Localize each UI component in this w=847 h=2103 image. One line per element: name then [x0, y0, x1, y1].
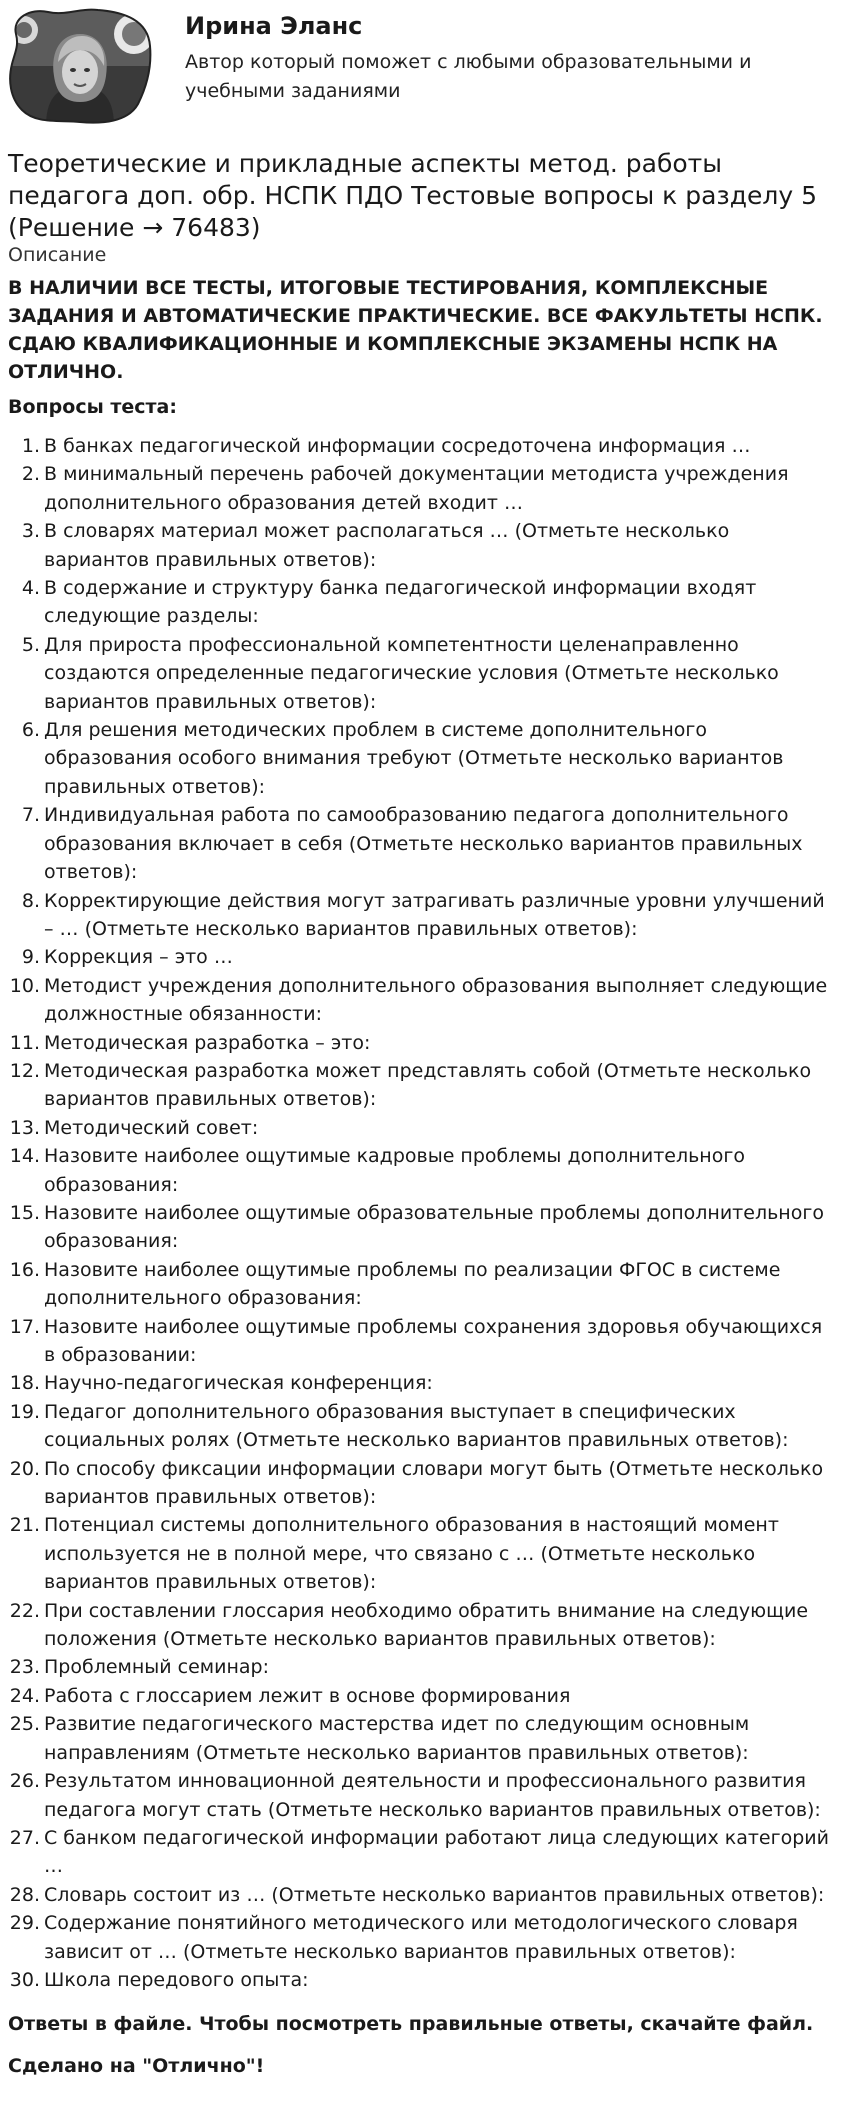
question-number: 24. [9, 1684, 40, 1707]
question-item [0, 1767, 847, 1824]
question-text: При составлении глоссария необходимо обратить внимание на следующие положения (Отметьте несколько вариантов правильных ответов): [44, 1599, 809, 1651]
question-text: Педагог дополнительного образования выступает в специфических социальных ролях (Отметьте несколько вариантов правильных ответов): [44, 1400, 789, 1452]
question-number: 20. [9, 1457, 40, 1480]
question-item [0, 1653, 847, 1681]
question-number: 30. [9, 1968, 40, 1991]
question-text: Работа с глоссарием лежит в основе формирования [44, 1684, 571, 1707]
question-number: 13. [9, 1116, 40, 1139]
question-item [0, 1199, 847, 1256]
question-text: Методический совет: [44, 1116, 259, 1139]
question-item [0, 1597, 847, 1654]
question-number: 4. [21, 577, 40, 600]
answers-note: Ответы в файле. Чтобы посмотреть правильные ответы, скачайте файл. [8, 2013, 814, 2035]
question-item [0, 1256, 847, 1313]
question-text: Результатом инновационной деятельности и профессионального развития педагога могут стать (Отметьте несколько вариантов правильных ответов): [44, 1770, 821, 1821]
question-text: В минимальный перечень рабочей документации методиста учреждения дополнительного образования детей входит … [44, 463, 789, 514]
question-text: Назовите наиболее ощутимые образовательные проблемы дополнительного образования: [44, 1201, 824, 1253]
question-item [0, 1682, 847, 1710]
question-text: Назовите наиболее ощутимые проблемы по реализации ФГОС в системе дополнительного образования: [44, 1258, 781, 1310]
question-item [0, 631, 847, 716]
question-number: 12. [9, 1059, 40, 1082]
question-text: Школа передового опыта: [44, 1968, 309, 1991]
question-item [0, 574, 847, 631]
question-text: Корректирующие действия могут затрагивать различные уровни улучшений – … (Отметьте несколько вариантов правильных ответов): [44, 889, 825, 940]
description-text: В НАЛИЧИИ ВСЕ ТЕСТЫ, ИТОГОВЫЕ ТЕСТИРОВАНИЯ, КОМПЛЕКСНЫЕ ЗАДАНИЯ И АВТОМАТИЧЕСКИЕ ПРАКТИЧЕСКИЕ. ВСЕ ФАКУЛЬТЕТЫ НСПК. СДАЮ КВАЛИФИКАЦИОННЫЕ И КОМПЛЕКСНЫЕ ЭКЗАМЕНЫ НСПК НА ОТЛИЧНО. [8, 277, 823, 383]
question-number: 21. [9, 1514, 40, 1537]
question-item [0, 1455, 847, 1512]
question-number: 7. [21, 804, 40, 827]
question-item [0, 432, 847, 460]
question-number: 16. [9, 1258, 40, 1281]
question-text: В словарях материал может располагаться … (Отметьте несколько вариантов правильных ответов): [44, 520, 730, 571]
question-number: 23. [9, 1656, 40, 1679]
question-number: 11. [9, 1031, 40, 1054]
question-number: 26. [9, 1770, 40, 1793]
question-number: 22. [9, 1599, 40, 1622]
question-text: Назовите наиболее ощутимые проблемы сохранения здоровья обучающихся в образовании: [44, 1315, 823, 1366]
question-number: 3. [21, 520, 40, 543]
question-text: В банках педагогической информации сосредоточена информация … [44, 435, 751, 457]
question-item [0, 972, 847, 1029]
page-title: Теоретические и прикладные аспекты метод. работы педагога доп. обр. НСПК ПДО Тестовые вопросы к разделу 5 (Решение → 76483) [8, 149, 818, 242]
done-note: Сделано на "Отлично"! [8, 2055, 265, 2077]
question-text: Методическая разработка может представлять собой (Отметьте несколько вариантов правильных ответов): [44, 1059, 812, 1111]
question-item [0, 887, 847, 944]
question-text: С банком педагогической информации работают лица следующих категорий … [44, 1826, 829, 1878]
question-text: Коррекция – это … [44, 946, 233, 969]
question-text: Для решения методических проблем в системе дополнительного образования особого внимания требуют (Отметьте несколько вариантов правильных ответов): [44, 719, 784, 798]
question-item [0, 517, 847, 574]
question-number: 18. [9, 1372, 40, 1395]
question-item [0, 1313, 847, 1370]
question-text: Содержание понятийного методического или методологического словаря зависит от … (Отметьте несколько вариантов правильных ответов): [44, 1912, 798, 1963]
question-item [0, 1029, 847, 1057]
question-number: 2. [21, 463, 40, 486]
question-text: Потенциал системы дополнительного образования в настоящий момент используется не в полной мере, что связано с … (Отметьте несколько вариантов правильных ответов): [44, 1514, 779, 1594]
questions-list [0, 432, 847, 1994]
question-text: Индивидуальная работа по самообразованию педагога дополнительного образования включает в себя (Отметьте несколько вариантов правильных ответов): [44, 804, 803, 884]
author-description: Автор который поможет с любыми образовательными и учебными заданиями [185, 51, 752, 102]
question-number: 27. [9, 1826, 40, 1849]
question-number: 14. [9, 1145, 40, 1168]
question-text: Для прироста профессиональной компетентности целенаправленно создаются определенные педагогические условия (Отметьте несколько вариантов правильных ответов): [44, 633, 779, 713]
question-text: В содержание и структуру банка педагогической информации входят следующие разделы: [44, 577, 757, 628]
question-text: Развитие педагогического мастерства идет по следующим основным направлениям (Отметьте несколько вариантов правильных ответов): [44, 1713, 750, 1764]
question-number: 8. [21, 889, 40, 912]
question-item [0, 943, 847, 971]
question-text: Проблемный семинар: [44, 1656, 270, 1679]
question-item [0, 1369, 847, 1397]
author-avatar[interactable] [6, 6, 154, 126]
question-item [0, 1142, 847, 1199]
author-block [0, 0, 847, 130]
question-item [0, 1398, 847, 1455]
description-label: Описание [8, 244, 107, 266]
question-number: 17. [9, 1315, 40, 1338]
question-item [0, 801, 847, 886]
question-item [0, 1057, 847, 1114]
avatar-image [6, 6, 154, 126]
question-number: 1. [21, 435, 40, 457]
question-number: 29. [9, 1912, 40, 1935]
question-text: Назовите наиболее ощутимые кадровые проблемы дополнительного образования: [44, 1145, 745, 1196]
question-number: 10. [9, 974, 40, 997]
question-text: По способу фиксации информации словари могут быть (Отметьте несколько вариантов правильных ответов): [44, 1457, 824, 1509]
question-item [0, 716, 847, 801]
question-item [0, 1881, 847, 1909]
question-item [0, 460, 847, 517]
question-item [0, 1114, 847, 1142]
question-number: 15. [9, 1201, 40, 1224]
question-text: Научно-педагогическая конференция: [44, 1372, 433, 1395]
author-name[interactable]: Ирина Эланс [185, 12, 363, 40]
question-number: 9. [21, 946, 40, 969]
question-number: 25. [9, 1713, 40, 1736]
question-text: Методист учреждения дополнительного образования выполняет следующие должностные обязанности: [44, 974, 828, 1026]
question-item [0, 1909, 847, 1966]
questions-heading: Вопросы теста: [8, 396, 177, 418]
question-number: 28. [9, 1883, 40, 1906]
question-number: 5. [21, 633, 40, 656]
question-text: Методическая разработка – это: [44, 1031, 371, 1054]
question-item [0, 1966, 847, 1994]
question-text: Словарь состоит из … (Отметьте несколько вариантов правильных ответов): [44, 1883, 825, 1906]
question-item [0, 1824, 847, 1881]
question-item [0, 1511, 847, 1596]
question-item [0, 1710, 847, 1767]
question-number: 6. [21, 719, 40, 742]
question-number: 19. [9, 1400, 40, 1423]
